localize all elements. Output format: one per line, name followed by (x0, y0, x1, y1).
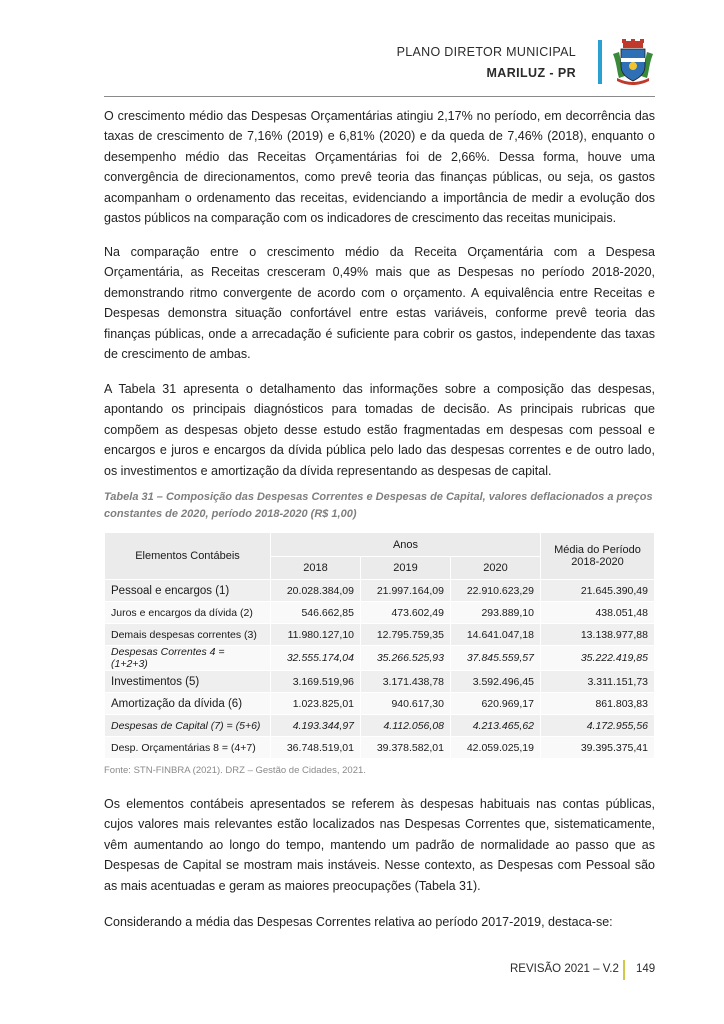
row-label: Amortização da dívida (6) (105, 693, 271, 715)
paragraph: Considerando a média das Despesas Correntes relativa ao período 2017-2019, destaca-se: (104, 915, 613, 929)
row-label: Desp. Orçamentárias 8 = (4+7) (105, 737, 271, 759)
cell-2020: 42.059.025,19 (451, 737, 541, 759)
cell-2020: 37.845.559,57 (451, 646, 541, 671)
cell-2020: 3.592.496,45 (451, 671, 541, 693)
cell-2018: 32.555.174,04 (271, 646, 361, 671)
row-label: Despesas de Capital (7) = (5+6) (105, 715, 271, 737)
header-divider (104, 96, 655, 97)
cell-2019: 940.617,30 (361, 693, 451, 715)
column-header-year: 2019 (361, 557, 451, 580)
page-header (0, 0, 724, 100)
table-source: Fonte: STN-FINBRA (2021). DRZ – Gestão de Cidades, 2021. (104, 765, 366, 776)
cell-mean: 3.311.151,73 (541, 671, 655, 693)
cell-2019: 35.266.525,93 (361, 646, 451, 671)
table-row (105, 693, 655, 715)
table-row-subtotal (105, 715, 655, 737)
cell-2019: 39.378.582,01 (361, 737, 451, 759)
row-label: Juros e encargos da dívida (2) (105, 602, 271, 624)
cell-mean: 861.803,83 (541, 693, 655, 715)
cell-mean: 35.222.419,85 (541, 646, 655, 671)
table-row (105, 624, 655, 646)
table-row-subtotal (105, 646, 655, 671)
paragraph: O crescimento médio das Despesas Orçamentárias atingiu 2,17% no período, em decorrência das taxas de crescimento de 7,16% (2019) e 6,81% (2020) e da queda de 7,46% (2018), enquanto o desempenho médio das Receitas Orçamentárias foi de 2,66%. Dessa forma, houve uma convergência de direcionamentos, como prevê teoria das finanças públicas, ou seja, os gastos acompanham o ordenamento das receitas, evidenciando a importância de medir a evolução dos gastos públicos na comparação com os indicadores de crescimento das receitas municipais. (104, 109, 655, 226)
cell-mean: 39.395.375,41 (541, 737, 655, 759)
cell-2019: 473.602,49 (361, 602, 451, 624)
cell-mean: 4.172.955,56 (541, 715, 655, 737)
column-header-elements: Elementos Contábeis (105, 533, 271, 580)
column-header-mean: Média do Período 2018-2020 (541, 533, 655, 580)
coat-of-arms-icon (609, 38, 657, 86)
cell-2020: 14.641.047,18 (451, 624, 541, 646)
row-label: Despesas Correntes 4 = (1+2+3) (105, 646, 271, 671)
cell-2018: 11.980.127,10 (271, 624, 361, 646)
header-accent-bar (598, 40, 602, 84)
column-header-year: 2018 (271, 557, 361, 580)
cell-2018: 1.023.825,01 (271, 693, 361, 715)
cell-2019: 3.171.438,78 (361, 671, 451, 693)
document-title: PLANO DIRETOR MUNICIPAL (396, 45, 576, 59)
row-label: Investimentos (5) (105, 671, 271, 693)
table-caption: Tabela 31 – Composição das Despesas Correntes e Despesas de Capital, valores deflacionados a preços constantes de 2020, período 2018-2020 (R$ 1,00) (104, 491, 653, 520)
municipality-name: MARILUZ - PR (486, 66, 576, 80)
cell-2019: 21.997.164,09 (361, 580, 451, 602)
table-row-total (105, 737, 655, 759)
cell-2018: 20.028.384,09 (271, 580, 361, 602)
row-label: Demais despesas correntes (3) (105, 624, 271, 646)
paragraph: A Tabela 31 apresenta o detalhamento das informações sobre a composição das despesas, apontando os principais diagnósticos para tomadas de decisão. As principais rubricas que compõem as despesas objeto desse estudo estão fragmentadas em despesas com pessoal e encargos e juros e encargos da dívida pública pelo lado das despesas correntes e de outro lado, os investimentos e amortização da dívida representando as despesas de capital. (104, 382, 655, 478)
page-number: 149 (636, 963, 656, 975)
cell-2019: 12.795.759,35 (361, 624, 451, 646)
column-header-year: 2020 (451, 557, 541, 580)
cell-mean: 13.138.977,88 (541, 624, 655, 646)
expenses-table (104, 532, 655, 759)
cell-2020: 620.969,17 (451, 693, 541, 715)
footer-divider (623, 960, 625, 980)
cell-mean: 21.645.390,49 (541, 580, 655, 602)
cell-mean: 438.051,48 (541, 602, 655, 624)
paragraph: Na comparação entre o crescimento médio da Receita Orçamentária com a Despesa Orçamentária, as Receitas cresceram 0,49% mais que as Despesas no período 2018-2020, demonstrando ritmo convergente de acordo com o orçamento. A equivalência entre Receitas e Despesas demonstra situação confortável entre estas variáveis, conforme prevê teoria das finanças públicas, onde a arrecadação é suficiente para cobrir os gastos, independente das taxas de crescimento de ambas. (104, 245, 655, 362)
cell-2019: 4.112.056,08 (361, 715, 451, 737)
cell-2020: 22.910.623,29 (451, 580, 541, 602)
row-label: Pessoal e encargos (1) (105, 580, 271, 602)
cell-2018: 546.662,85 (271, 602, 361, 624)
revision-label: REVISÃO 2021 – V.2 (510, 963, 619, 975)
table-row (105, 602, 655, 624)
cell-2018: 36.748.519,01 (271, 737, 361, 759)
cell-2018: 3.169.519,96 (271, 671, 361, 693)
column-header-years: Anos (271, 533, 541, 557)
table-row (105, 580, 655, 602)
table-row (105, 671, 655, 693)
cell-2018: 4.193.344,97 (271, 715, 361, 737)
cell-2020: 293.889,10 (451, 602, 541, 624)
cell-2020: 4.213.465,62 (451, 715, 541, 737)
paragraph: Os elementos contábeis apresentados se referem às despesas habituais nas contas públicas, cujos valores mais relevantes estão localizados nas Despesas Correntes que, sistematicamente, vêm aumentando ao longo do tempo, mantendo um padrão de normalidade ao passo que as Despesas de Capital se mostram mais instáveis. Nesse contexto, as Despesas com Pessoal são as mais acentuadas e geram as maiores preocupações (Tabela 31). (104, 797, 655, 893)
